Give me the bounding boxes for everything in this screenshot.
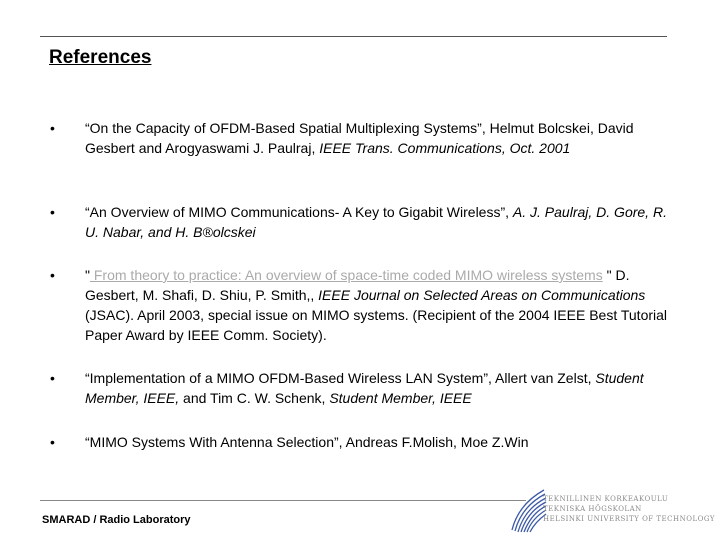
reference-text: [85, 265, 675, 345]
university-line-sv: TEKNISKA HÖGSKOLAN: [543, 505, 642, 513]
bullet: •: [50, 120, 55, 136]
italic-text: Student Member, IEEE: [329, 390, 472, 406]
bullet: •: [50, 267, 55, 283]
italic-text: IEEE Trans. Communications, Oct. 2001: [319, 140, 571, 156]
plain-text: “On the Capacity of OFDM-Based Spatial Multiplexing Systems”, Helmut Bolcskei, David Gesbert and Arogyaswami J. Paulraj,: [85, 120, 634, 156]
bullet: •: [50, 204, 55, 220]
reference-text: [85, 368, 675, 408]
bottom-divider: [40, 500, 526, 501]
italic-text: Student Member, IEEE,: [85, 370, 644, 406]
university-line-fi: TEKNILLINEN KORKEAKOULU: [543, 495, 669, 503]
bullet: •: [50, 370, 55, 386]
reference-link[interactable]: From theory to practice: An overview of space-time coded MIMO wireless systems: [89, 267, 603, 283]
plain-text: “An Overview of MIMO Communications- A Key to Gigabit Wireless”,: [85, 204, 513, 220]
university-name: [543, 494, 715, 524]
reference-text: [85, 432, 675, 452]
plain-text: " D. Gesbert, M. Shafi, D. Shiu, P. Smith,,: [85, 267, 630, 303]
plain-text: “MIMO Systems With Antenna Selection”, Andreas F.Molish, Moe Z.Win: [85, 434, 529, 450]
university-line-en: HELSINKI UNIVERSITY OF TECHNOLOGY: [543, 515, 715, 523]
reference-text: [85, 202, 675, 242]
italic-text: IEEE Journal on Selected Areas on Communications: [318, 287, 646, 303]
italic-text: A. J. Paulraj, D. Gore, R. U. Nabar, and H. B®olcskei: [85, 204, 667, 240]
bullet: •: [50, 434, 55, 450]
top-divider: [40, 36, 667, 37]
slide-title: References: [49, 47, 152, 68]
plain-text: (JSAC). April 2003, special issue on MIMO systems. (Recipient of the 2004 IEEE Best Tutorial Paper Award by IEEE Comm. Society).: [85, 307, 668, 343]
reference-text: [85, 118, 675, 158]
plain-text: “Implementation of a MIMO OFDM-Based Wireless LAN System”, Allert van Zelst,: [85, 370, 596, 386]
plain-text: and Tim C. W. Schenk,: [179, 390, 330, 406]
footer-label: SMARAD / Radio Laboratory: [42, 514, 191, 526]
plain-text: ": [85, 267, 90, 283]
